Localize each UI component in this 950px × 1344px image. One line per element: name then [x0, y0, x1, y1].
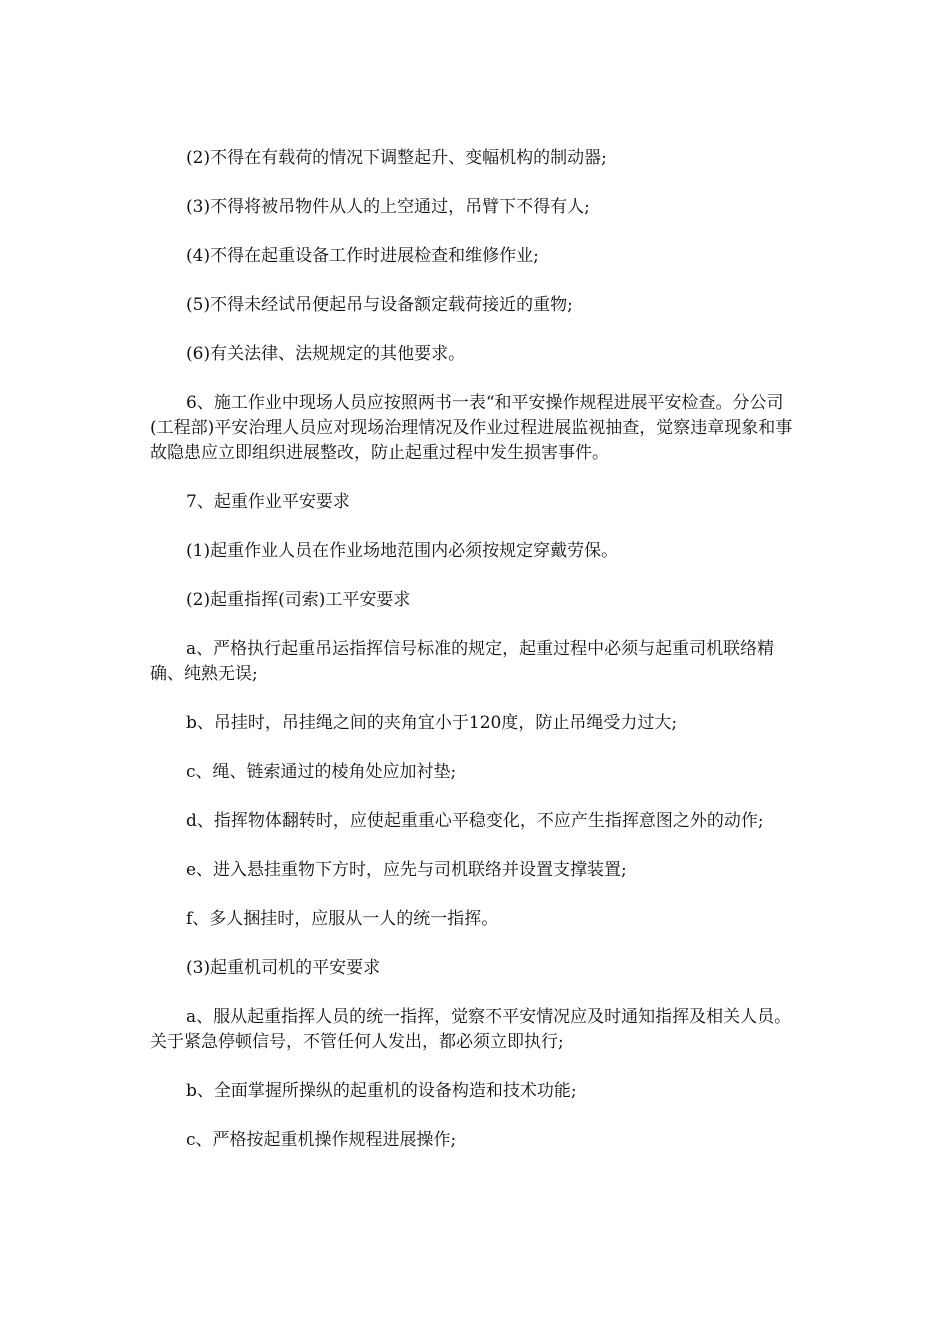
- paragraph-other-requirements: (6)有关法律、法规规定的其他要求。: [186, 344, 466, 364]
- paragraph-trial-lift: (5)不得未经试吊便起吊与设备额定载荷接近的重物;: [186, 295, 573, 315]
- paragraph-operator-heading: (3)起重机司机的平安要求: [186, 958, 381, 978]
- paragraph-section-7-heading: 7、起重作业平安要求: [186, 492, 350, 512]
- paragraph-signaler-b: b、吊挂时，吊挂绳之间的夹角宜小于120度，防止吊绳受力过大;: [186, 713, 678, 733]
- paragraph-ppe-requirement: (1)起重作业人员在作业场地范围内必须按规定穿戴劳保。: [186, 541, 619, 561]
- paragraph-signaler-a: a、严格执行起重吊运指挥信号标准的规定，起重过程中必须与起重司机联络精确、纯熟无误;: [150, 639, 775, 684]
- paragraph-signaler-f: f、多人捆挂时，应服从一人的统一指挥。: [186, 909, 499, 929]
- paragraph-signaler-d: d、指挥物体翻转时，应使起重重心平稳变化，不应产生指挥意图之外的动作;: [186, 811, 764, 831]
- paragraph-signaler-c: c、绳、链索通过的棱角处应加衬垫;: [186, 762, 457, 782]
- paragraph-brake-adjustment: (2)不得在有载荷的情况下调整起升、变幅机构的制动器;: [186, 148, 607, 168]
- paragraph-no-overhead-passing: (3)不得将被吊物件从人的上空通过，吊臂下不得有人;: [186, 197, 590, 217]
- paragraph-no-maintenance-during-operation: (4)不得在起重设备工作时进展检查和维修作业;: [186, 246, 539, 266]
- paragraph-operator-c: c、严格按起重机操作规程进展操作;: [186, 1130, 457, 1150]
- paragraph-signaler-heading: (2)起重指挥(司索)工平安要求: [186, 590, 411, 610]
- document-body: [150, 146, 800, 1177]
- paragraph-operator-b: b、全面掌握所操纵的起重机的设备构造和技术功能;: [186, 1081, 577, 1101]
- paragraph-signaler-e: e、进入悬挂重物下方时，应先与司机联络并设置支撑装置;: [186, 860, 627, 880]
- paragraph-section-6-inspection: 6、施工作业中现场人员应按照两书一表“和平安操作规程进展平安检查。分公司(工程部)平安治理人员应对现场治理情况及作业过程进展监视抽查，觉察违章现象和事故隐患应立即组织进展整改，防止起重过程中发生损害事件。: [150, 393, 793, 463]
- paragraph-operator-a: a、服从起重指挥人员的统一指挥，觉察不平安情况应及时通知指挥及相关人员。关于紧急停顿信号，不管任何人发出，都必须立即执行;: [150, 1007, 792, 1052]
